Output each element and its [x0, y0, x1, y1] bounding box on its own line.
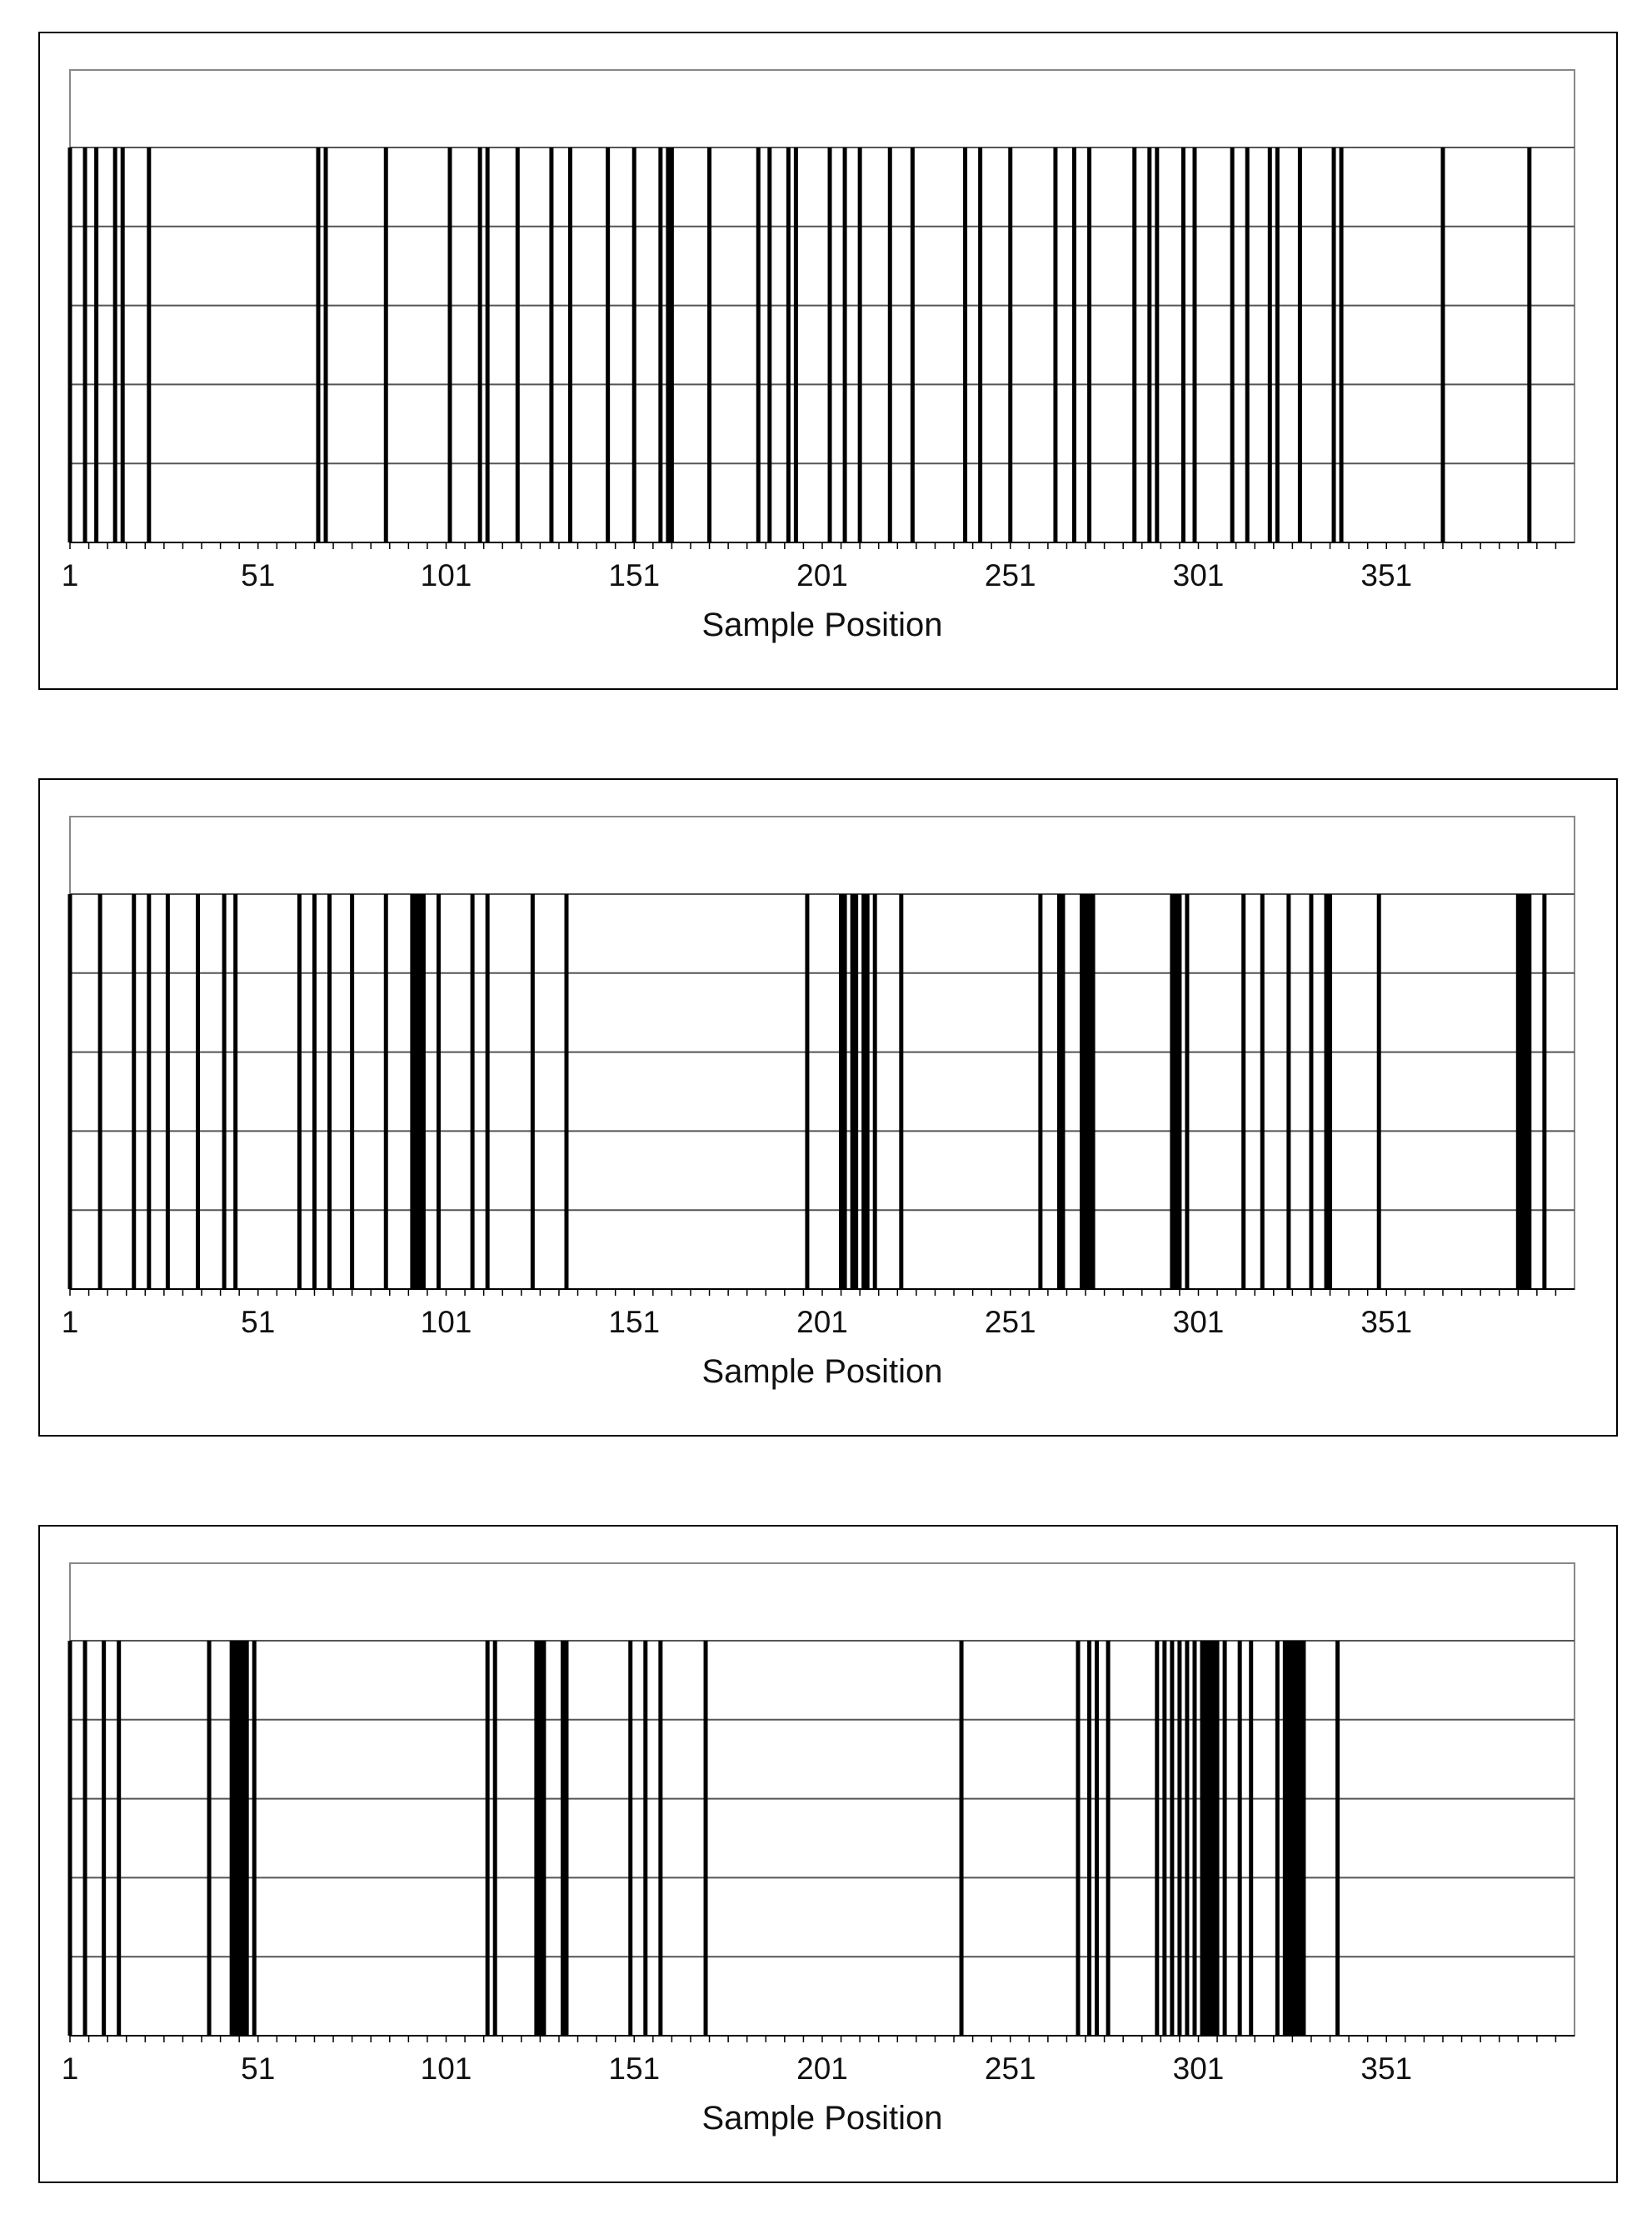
x-tick-label: 301 [1172, 558, 1225, 592]
x-axis-title: Sample Position [701, 607, 943, 643]
data-bar [643, 1641, 647, 2036]
data-bar [1185, 1641, 1189, 2036]
data-bar [1211, 1641, 1215, 2036]
data-bar [606, 147, 610, 542]
data-bar [1238, 1641, 1242, 2036]
data-bar [1286, 894, 1290, 1289]
data-bar [1132, 147, 1136, 542]
data-bar [549, 147, 553, 542]
data-bar [1268, 147, 1272, 542]
x-tick-label: 1 [61, 1305, 79, 1339]
data-bar [794, 147, 798, 542]
data-bar [1170, 1641, 1174, 2036]
data-bar [252, 1641, 257, 2036]
data-bar [1283, 1641, 1287, 2036]
data-bar [1290, 1641, 1295, 2036]
data-bar [241, 1641, 245, 2036]
data-bar [767, 147, 771, 542]
data-bar [68, 147, 72, 542]
data-bar [1215, 1641, 1220, 2036]
data-bar [486, 894, 490, 1289]
data-bar [147, 894, 151, 1289]
data-bar [854, 894, 858, 1289]
data-bar [1057, 894, 1061, 1289]
data-bar [564, 1641, 568, 2036]
data-bar [1241, 894, 1245, 1289]
data-bar [83, 147, 87, 542]
data-bar [486, 147, 490, 542]
data-bar [98, 894, 102, 1289]
data-bar [1192, 147, 1196, 542]
data-bar [1170, 894, 1174, 1289]
data-bar [1298, 1641, 1302, 2036]
chart-panel-3 [38, 1525, 1618, 2183]
data-bar [410, 894, 414, 1289]
data-bar [564, 894, 568, 1289]
data-bar [805, 894, 809, 1289]
data-bar [516, 147, 520, 542]
x-tick-label: 101 [420, 1305, 472, 1339]
data-bar [384, 147, 388, 542]
data-bar [531, 894, 535, 1289]
data-bar [68, 1641, 72, 2036]
data-bar [1332, 147, 1336, 542]
data-bar [632, 147, 636, 542]
data-bar [1087, 1641, 1091, 2036]
data-bar [542, 1641, 546, 2036]
data-bar [1260, 894, 1265, 1289]
data-bar [839, 894, 843, 1289]
x-axis-title: Sample Position [701, 1353, 943, 1390]
data-bar [1084, 894, 1088, 1289]
data-bar [1162, 1641, 1166, 2036]
data-bar [658, 1641, 662, 2036]
data-bar [233, 1641, 237, 2036]
data-bar [1095, 1641, 1099, 2036]
data-bar [1181, 147, 1185, 542]
data-bar [843, 894, 847, 1289]
data-bar [538, 1641, 542, 2036]
x-tick-label: 101 [420, 2052, 472, 2086]
data-bar [1520, 894, 1524, 1289]
data-bar [1516, 894, 1520, 1289]
data-bar [704, 1641, 708, 2036]
data-bar [899, 894, 903, 1289]
data-bar [222, 894, 227, 1289]
data-bar [237, 1641, 242, 2036]
data-bar [324, 147, 328, 542]
x-tick-label: 151 [608, 1305, 661, 1339]
data-bar [1275, 1641, 1280, 2036]
data-bar [866, 894, 870, 1289]
data-bar [1174, 894, 1178, 1289]
x-tick-label: 251 [984, 2052, 1036, 2086]
data-bar [102, 1641, 106, 2036]
data-bar [1249, 1641, 1253, 2036]
data-bar [207, 1641, 212, 2036]
data-bar [1309, 894, 1313, 1289]
data-bar [1527, 894, 1531, 1289]
data-bar [707, 147, 711, 542]
data-bar [1377, 894, 1381, 1289]
x-tick-label: 101 [420, 558, 472, 592]
data-bar [83, 1641, 87, 2036]
data-bar [1185, 894, 1189, 1289]
x-tick-label: 201 [796, 2052, 848, 2086]
data-bar [196, 894, 200, 1289]
data-bar [666, 147, 670, 542]
data-bar [1106, 1641, 1110, 2036]
data-bar [245, 1641, 249, 2036]
data-bar [1335, 1641, 1340, 2036]
data-bar [384, 894, 388, 1289]
data-bar [297, 894, 302, 1289]
data-bar [1061, 894, 1065, 1289]
data-bar [117, 1641, 121, 2036]
data-bar [312, 894, 317, 1289]
data-bar [437, 894, 441, 1289]
data-bar [628, 1641, 632, 2036]
data-bar [1087, 894, 1091, 1289]
chart-2-svg [40, 780, 1616, 1435]
data-bar [414, 894, 418, 1289]
x-tick-label: 301 [1172, 2052, 1225, 2086]
data-bar [568, 147, 572, 542]
data-bar [1204, 1641, 1208, 2036]
x-tick-label: 201 [796, 1305, 848, 1339]
x-tick-label: 351 [1360, 558, 1413, 592]
x-tick-label: 301 [1172, 1305, 1225, 1339]
data-bar [1275, 147, 1280, 542]
data-bar [960, 1641, 964, 2036]
data-bar [888, 147, 892, 542]
data-bar [1298, 147, 1302, 542]
data-bar [486, 1641, 490, 2036]
data-bar [561, 1641, 565, 2036]
data-bar [1091, 894, 1096, 1289]
x-tick-label: 251 [984, 558, 1036, 592]
x-tick-label: 51 [241, 558, 276, 592]
data-bar [1147, 147, 1151, 542]
data-bar [233, 894, 237, 1289]
data-bar [230, 1641, 234, 2036]
data-bar [94, 147, 98, 542]
data-bar [911, 147, 915, 542]
x-tick-label: 351 [1360, 1305, 1413, 1339]
data-bar [1328, 894, 1332, 1289]
data-bar [858, 147, 862, 542]
data-bar [471, 894, 475, 1289]
data-bar [1192, 1641, 1196, 2036]
data-bar [1245, 147, 1250, 542]
data-bar [658, 147, 662, 542]
data-bar [1200, 1641, 1205, 2036]
data-bar [68, 894, 72, 1289]
chart-panel-1 [38, 32, 1618, 690]
x-tick-label: 151 [608, 558, 661, 592]
data-bar [1286, 1641, 1290, 2036]
data-bar [1294, 1641, 1298, 2036]
data-bar [1527, 147, 1531, 542]
data-bar [1440, 147, 1445, 542]
x-tick-label: 51 [241, 2052, 276, 2086]
data-bar [1155, 1641, 1159, 2036]
data-bar [1053, 147, 1057, 542]
chart-panel-2 [38, 778, 1618, 1437]
chart-3-svg [40, 1527, 1616, 2182]
data-bar [851, 894, 855, 1289]
x-tick-label: 201 [796, 558, 848, 592]
data-bar [1301, 1641, 1305, 2036]
data-bar [978, 147, 982, 542]
data-bar [1080, 894, 1084, 1289]
data-bar [1076, 1641, 1081, 2036]
data-bar [1524, 894, 1528, 1289]
x-axis-title: Sample Position [701, 2100, 943, 2137]
data-bar [1223, 1641, 1227, 2036]
data-bar [534, 1641, 538, 2036]
data-bar [1008, 147, 1012, 542]
x-tick-label: 251 [984, 1305, 1036, 1339]
data-bar [1177, 1641, 1181, 2036]
data-bar [166, 894, 170, 1289]
data-bar [1038, 894, 1042, 1289]
data-bar [493, 1641, 497, 2036]
data-bar [478, 147, 482, 542]
data-bar [670, 147, 674, 542]
data-bar [963, 147, 967, 542]
data-bar [1230, 147, 1235, 542]
data-bar [1155, 147, 1159, 542]
data-bar [861, 894, 866, 1289]
data-bar [422, 894, 426, 1289]
data-bar [1325, 894, 1329, 1289]
data-bar [132, 894, 136, 1289]
data-bar [1072, 147, 1076, 542]
data-bar [828, 147, 832, 542]
data-bar [1177, 894, 1181, 1289]
chart-1-svg [40, 33, 1616, 688]
data-bar [316, 147, 320, 542]
x-tick-label: 151 [608, 2052, 661, 2086]
data-bar [350, 894, 354, 1289]
data-bar [873, 894, 877, 1289]
x-tick-label: 51 [241, 1305, 276, 1339]
data-bar [448, 147, 452, 542]
data-bar [417, 894, 422, 1289]
data-bar [786, 147, 791, 542]
data-bar [1542, 894, 1546, 1289]
x-tick-label: 1 [61, 558, 79, 592]
data-bar [843, 147, 847, 542]
x-tick-label: 351 [1360, 2052, 1413, 2086]
data-bar [1208, 1641, 1212, 2036]
data-bar [147, 147, 151, 542]
data-bar [121, 147, 125, 542]
data-bar [1087, 147, 1091, 542]
data-bar [1340, 147, 1344, 542]
data-bar [756, 147, 761, 542]
data-bar [327, 894, 332, 1289]
data-bar [113, 147, 117, 542]
x-tick-label: 1 [61, 2052, 79, 2086]
